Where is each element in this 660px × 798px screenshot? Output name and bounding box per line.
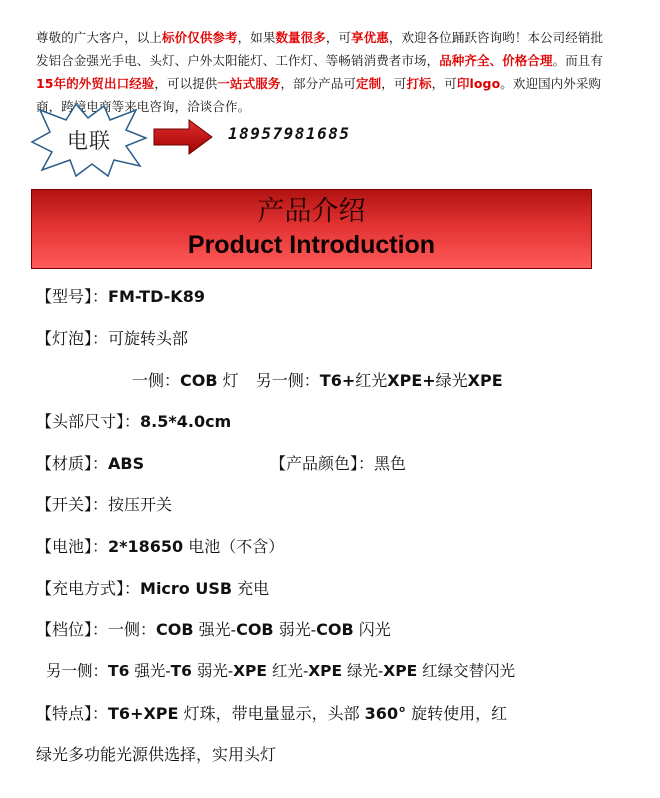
spec-label: 【头部尺寸】： [36,412,141,431]
spec-label: 【充电方式】： [36,579,141,598]
spec-value: T6+ [319,371,356,390]
spec-value: 8.5*4.0cm [140,412,232,431]
phone-number: 18957981685 [228,124,351,143]
intro-highlight: 标价仅供参考 [162,30,238,45]
spec-material [36,451,144,474]
spec-value: 360° [364,704,407,723]
intro-highlight: 品种齐全、价格合理 [439,53,553,68]
spec-value: 闪光 [358,620,391,639]
spec-value: 绿光 [435,371,468,390]
spec-label: 【材质】： [36,454,109,473]
spec-switch [36,492,172,515]
product-intro-banner [31,189,592,269]
spec-label: 【灯泡】： [36,329,109,348]
spec-value: 绿光- [347,662,384,680]
spec-features-cont [36,742,276,765]
intro-highlight: 数量很多 [275,30,326,45]
spec-value: 红绿交替闪光 [422,662,516,680]
spec-label: 另一侧： [255,371,320,390]
banner-title-cn: 产品介绍 [257,196,366,227]
spec-features [36,701,507,724]
intro-text: ，可以提供 [154,76,218,91]
spec-value: 2*18650 [108,537,184,556]
spec-value: 红光- [271,662,309,680]
spec-bulb-sides [132,368,503,391]
intro-text: ，部分产品可 [280,76,357,91]
spec-value: 弱光- [278,620,317,639]
spec-modes-side2 [46,659,515,681]
spec-value: 旋转使用，红 [411,704,508,723]
spec-charging [36,576,269,599]
intro-highlight: 享优惠 [351,30,389,45]
intro-highlight: 15年的外贸出口经验 [36,76,155,91]
intro-text: 。而且有 [552,53,604,68]
spec-label: 【电池】： [36,537,109,556]
spec-battery [36,534,284,557]
spec-value: 绿光多功能光源供选择，实用头灯 [36,745,277,764]
arrow-right-icon [153,119,213,155]
spec-value: T6 [108,662,130,680]
spec-color [270,451,406,474]
intro-highlight: 一站式服务 [217,76,281,91]
spec-value: FM-TD-K89 [108,287,205,306]
spec-value: COB [156,620,194,639]
intro-text: ，如果 [237,30,276,45]
spec-label: 【开关】： [36,495,109,514]
spec-value: 黑色 [374,454,407,473]
contact-label: 电联 [67,129,111,153]
spec-label: 【特点】： [36,704,109,723]
intro-highlight: 打标 [406,76,432,91]
spec-bulb [36,326,188,349]
spec-value: T6+XPE [108,704,179,723]
intro-text: 尊敬的广大客户，以上 [36,30,163,45]
spec-value: 红光 [355,371,388,390]
spec-value: 弱光- [196,662,234,680]
intro-highlight: 定制 [356,76,382,91]
intro-text: ，欢迎各位踊跃咨询哟！本公司经销批发铝合金强光手电、头灯、户外太阳能灯、工作灯、等畅销消费者市场， [36,30,604,68]
spec-value: XPE+ [387,371,436,390]
spec-value: ABS [108,454,145,473]
spec-value: 可旋转头部 [108,329,189,348]
spec-value: XPE [467,371,503,390]
spec-value: 电池（不含） [188,537,285,556]
spec-value: T6 [170,662,192,680]
spec-label: 另一侧： [46,662,109,680]
spec-label: 【型号】： [36,287,109,306]
spec-value: 强光- [198,620,237,639]
intro-text: 。欢迎国内外采购商，跨境电商等来电咨询，洽谈合作。 [36,76,602,114]
spec-label: 一侧： [132,371,181,390]
spec-label: 【产品颜色】： [270,454,375,473]
spec-value: 充电 [237,579,270,598]
spec-value: 灯 [222,371,239,390]
intro-text: ，可 [325,30,352,45]
spec-model [36,284,205,307]
spec-value: XPE [383,662,418,680]
spec-value: Micro USB [140,579,233,598]
intro-text: ，可 [381,76,407,91]
intro-text: ，可 [431,76,457,91]
spec-value: 按压开关 [108,495,173,514]
spec-value: COB [180,371,218,390]
banner-title-en: Product Introduction [187,231,436,259]
spec-value: COB [316,620,354,639]
spec-value: 灯珠，带电量显示，头部 [183,704,360,723]
spec-modes-side1 [36,617,391,640]
intro-highlight: 印logo [456,76,501,91]
spec-head-size [36,409,231,432]
spec-label: 【档位】：一侧： [36,620,157,639]
spec-value: COB [236,620,274,639]
spec-value: XPE [308,662,343,680]
spec-value: 强光- [134,662,171,680]
spec-value: XPE [233,662,268,680]
